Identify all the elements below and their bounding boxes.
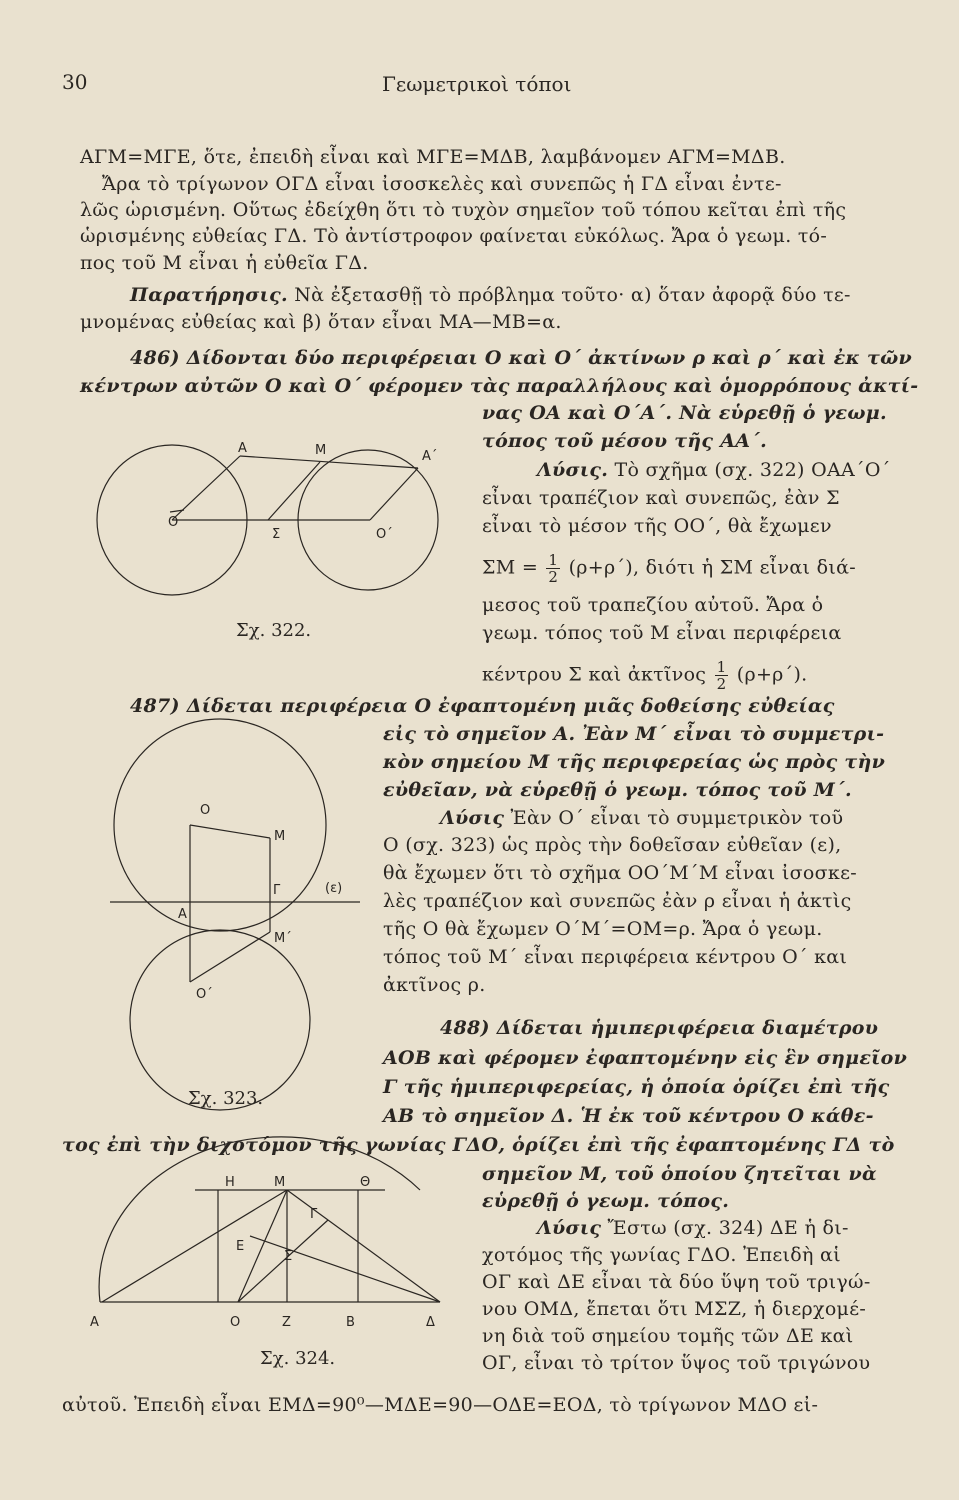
- circle-o-prime: [130, 930, 310, 1110]
- problem-488-statement: 488) Δίδεται ἡμιπεριφέρεια διαμέτρου: [440, 1017, 879, 1039]
- text-line: Ἄρα τὸ τρίγωνον ΟΓΔ εἶναι ἰσοσκελὲς καὶ συνεπῶς ἡ ΓΔ εἶναι ἐντε-: [102, 173, 782, 195]
- figure-322: [100, 440, 480, 640]
- label-s: Σ: [272, 527, 281, 542]
- label-g: Γ: [310, 1207, 318, 1222]
- solution-heading: Λύσις: [537, 1217, 602, 1239]
- solution-488-line: [537, 1215, 849, 1241]
- text-line: θὰ ἔχωμεν ὅτι τὸ σχῆμα ΟΟ΄Μ΄Μ εἶναι ἰσοσκε-: [383, 862, 857, 884]
- label-e: Ε: [236, 1239, 245, 1254]
- label-o-prime: Ο΄: [376, 527, 393, 542]
- solution-text: Ἐὰν Ο΄ εἶναι τὸ συμμετρικὸν τοῦ: [510, 807, 844, 829]
- label-o-prime: Ο΄: [196, 987, 213, 1002]
- problem-488-statement: εὑρεθῇ ὁ γεωμ. τόπος.: [482, 1190, 730, 1212]
- label-a: Α: [178, 907, 187, 922]
- chord-am: [102, 1190, 287, 1302]
- running-title: Γεωμετρικοὶ τόποι: [382, 72, 572, 96]
- circle-o: [114, 719, 326, 931]
- solution-487-line: [440, 805, 843, 831]
- remark-text: Νὰ ἐξετασθῇ τὸ πρόβλημα τοῦτο· α) ὅταν ἀφορᾷ δύο τε-: [294, 284, 851, 306]
- text-line: εἶναι τὸ μέσον τῆς ΟΟ΄, θὰ ἔχωμεν: [482, 515, 832, 537]
- radius-o-prime-a-prime: [370, 468, 418, 520]
- problem-488-statement: τος ἐπὶ τὴν διχοτόμον τῆς γωνίας ΓΔΟ, ὁρίζει ἐπὶ τῆς ἐφαπτομένης ΓΔ τὸ: [62, 1134, 895, 1156]
- text-line: ΟΓ, εἶναι τὸ τρίτον ὕψος τοῦ τριγώνου: [482, 1352, 871, 1374]
- text-line: χοτόμος τῆς γωνίας ΓΔΟ. Ἐπειδὴ αἱ: [482, 1244, 841, 1266]
- problem-487-statement: κὸν σημείου Μ τῆς περιφερείας ὡς πρὸς τὴν: [383, 751, 886, 773]
- text-line: νου ΟΜΔ, ἔπεται ὅτι ΜΣΖ, ἡ διερχομέ-: [482, 1298, 867, 1320]
- label-m: Μ: [274, 1175, 286, 1190]
- formula-line: [482, 552, 856, 585]
- remark-heading: Παρατήρησις.: [130, 284, 288, 306]
- fraction-one-half: [715, 659, 729, 692]
- problem-487-statement: εὐθεῖαν, νὰ εὑρεθῇ ὁ γεωμ. τόπος τοῦ Μ΄.: [383, 779, 852, 801]
- segment-sm: [268, 462, 320, 520]
- bisector-de: [250, 1236, 440, 1302]
- text-line: νη διὰ τοῦ σημείου τομῆς τῶν ΔΕ καὶ: [482, 1325, 854, 1347]
- formula-lhs: ΣΜ =: [482, 556, 539, 579]
- fraction-denominator: 2: [716, 675, 727, 693]
- text-line: ἀκτῖνος ρ.: [383, 974, 486, 996]
- problem-486-statement: τόπος τοῦ μέσου τῆς ΑΑ΄.: [482, 430, 767, 452]
- solution-heading: Λύσις.: [537, 459, 609, 481]
- label-h: Η: [225, 1175, 235, 1190]
- radius-og: [238, 1220, 328, 1302]
- text-line: τόπος τοῦ Μ΄ εἶναι περιφέρεια κέντρου Ο΄ και: [383, 946, 848, 968]
- label-o: Ο: [168, 515, 179, 530]
- label-epsilon: (ε): [325, 881, 343, 896]
- label-a: Α: [238, 441, 247, 456]
- fraction-numerator: 1: [716, 658, 727, 676]
- text-line: μνομένας εὐθείας καὶ β) ὅταν εἶναι ΜΑ—ΜΒ=α.: [80, 311, 562, 333]
- label-a-prime: Α΄: [422, 449, 438, 464]
- formula-line: [482, 659, 808, 692]
- figure-323: [110, 720, 370, 1110]
- figure-324: [90, 1170, 460, 1350]
- text-line: αὐτοῦ. Ἐπειδὴ εἶναι ΕΜΔ=90⁰—ΜΔΕ=90—ΟΔΕ=ΕΟΔ, τὸ τρίγωνον ΜΔΟ εἰ-: [62, 1394, 819, 1416]
- text-line: λὲς τραπέζιον καὶ συνεπῶς ἐὰν ρ εἶναι ἡ ἀκτὶς: [383, 890, 852, 912]
- formula-rhs: (ρ+ρ΄).: [736, 663, 808, 686]
- label-a: Α: [90, 1315, 99, 1330]
- formula-rhs: (ρ+ρ΄), διότι ἡ ΣΜ εἶναι διά-: [568, 556, 856, 579]
- text-line: τῆς Ο θὰ ἔχωμεν Ο΄Μ΄=ΟΜ=ρ. Ἄρα ὁ γεωμ.: [383, 918, 823, 940]
- text-line: γεωμ. τόπος τοῦ Μ εἶναι περιφέρεια: [482, 622, 842, 644]
- semicircle-arc: [99, 1137, 420, 1302]
- radius-o-prime-m-prime: [190, 932, 270, 982]
- fraction-numerator: 1: [548, 551, 559, 569]
- label-b: Β: [346, 1315, 355, 1330]
- figure-322-caption: Σχ. 322.: [236, 620, 312, 641]
- solution-text: Ἔστω (σχ. 324) ΔΕ ἡ δι-: [607, 1217, 849, 1239]
- fraction-denominator: 2: [548, 568, 559, 586]
- label-d: Δ: [426, 1315, 435, 1330]
- label-o: Ο: [200, 803, 211, 818]
- label-z: Ζ: [282, 1315, 291, 1330]
- text-line: ΟΓ καὶ ΔΕ εἶναι τὰ δύο ὕψη τοῦ τριγώ-: [482, 1271, 871, 1293]
- problem-488-statement: ΑΟΒ καὶ φέρομεν ἐφαπτομένην εἰς ἓν σημεῖον: [383, 1047, 908, 1069]
- figure-323-caption: Σχ. 323.: [188, 1088, 264, 1109]
- text-line: μεσος τοῦ τραπεζίου αὐτοῦ. Ἄρα ὁ: [482, 594, 824, 616]
- text-line: Ο (σχ. 323) ὡς πρὸς τὴν δοθεῖσαν εὐθεῖαν (ε),: [383, 834, 842, 856]
- problem-487-statement: εἰς τὸ σημεῖον Α. Ἐὰν Μ΄ εἶναι τὸ συμμετρι-: [383, 723, 885, 745]
- label-theta: Θ: [360, 1175, 371, 1190]
- text-line: λῶς ὡρισμένη. Οὕτως ἐδείχθη ὅτι τὸ τυχὸν σημεῖον τοῦ τόπου κεῖται ἐπὶ τῆς: [80, 199, 847, 221]
- solution-text: Τὸ σχῆμα (σχ. 322) ΟΑΑ΄Ο΄: [614, 459, 891, 481]
- problem-486-statement: 486) Δίδονται δύο περιφέρειαι Ο καὶ Ο΄ ἀκτίνων ρ καὶ ρ΄ καὶ ἐκ τῶν: [130, 347, 912, 369]
- problem-487-statement: 487) Δίδεται περιφέρεια Ο ἐφαπτομένη μιᾶς δοθείσης εὐθείας: [130, 695, 835, 717]
- label-m: Μ: [274, 829, 286, 844]
- problem-488-statement: Γ τῆς ἡμιπεριφερείας, ἡ ὁποία ὁρίζει ἐπὶ τῆς: [383, 1076, 890, 1098]
- label-s: Σ: [284, 1249, 293, 1264]
- text-line: πος τοῦ Μ εἶναι ἡ εὐθεῖα ΓΔ.: [80, 252, 369, 274]
- fraction-one-half: [546, 552, 560, 585]
- problem-486-statement: κέντρων αὐτῶν Ο καὶ Ο΄ φέρομεν τὰς παραλλήλους καὶ ὁμορρόπους ἀκτί-: [80, 375, 919, 397]
- solution-486-line: [537, 457, 891, 483]
- page-number: 30: [62, 70, 88, 94]
- formula-text: κέντρου Σ καὶ ἀκτῖνος: [482, 663, 707, 686]
- text-line: εἶναι τραπέζιον καὶ συνεπῶς, ἐὰν Σ: [482, 487, 840, 509]
- label-m: Μ: [315, 443, 327, 458]
- problem-488-statement: ΑΒ τὸ σημεῖον Δ. Ἡ ἐκ τοῦ κέντρου Ο κάθε-: [383, 1105, 874, 1127]
- label-o: Ο: [230, 1315, 241, 1330]
- text-line: ΑΓΜ=ΜΓΕ, ὅτε, ἐπειδὴ εἶναι καὶ ΜΓΕ=ΜΔΒ, λαμβάνομεν ΑΓΜ=ΜΔΒ.: [80, 146, 786, 168]
- segment-a-a-prime: [240, 456, 418, 468]
- figure-324-caption: Σχ. 324.: [260, 1348, 336, 1369]
- label-g: Γ: [273, 883, 281, 898]
- text-line: ὡρισμένης εὐθείας ΓΔ. Τὸ ἀντίστροφον φαίνεται εὐκόλως. Ἄρα ὁ γεωμ. τό-: [80, 225, 828, 247]
- solution-heading: Λύσις: [440, 807, 505, 829]
- label-m-prime: Μ΄: [274, 931, 292, 946]
- radius-om: [190, 825, 270, 838]
- problem-486-statement: νας ΟΑ καὶ Ο΄Α΄. Νὰ εὑρεθῇ ὁ γεωμ.: [482, 402, 887, 424]
- remark-line: [130, 282, 851, 308]
- problem-488-statement: σημεῖον Μ, τοῦ ὁποίου ζητεῖται νὰ: [482, 1163, 877, 1185]
